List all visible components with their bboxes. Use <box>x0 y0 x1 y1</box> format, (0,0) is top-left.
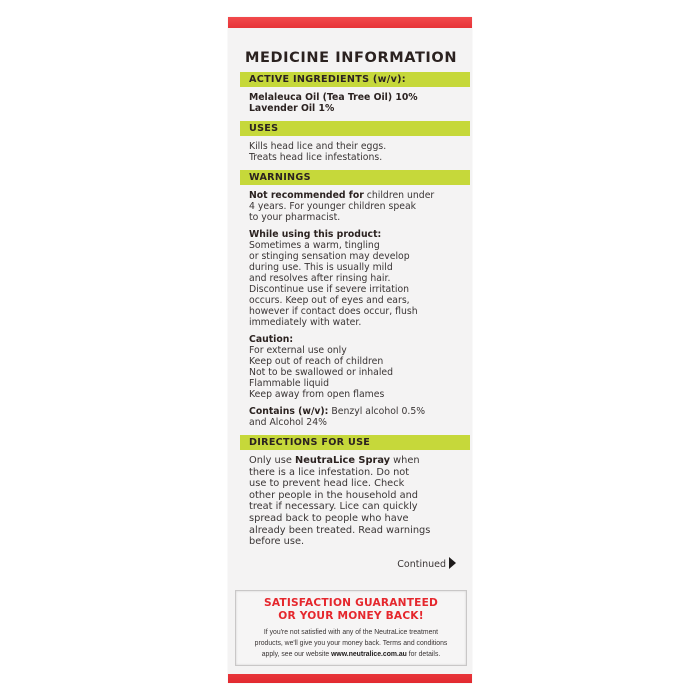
ingredient-line: Melaleuca Oil (Tea Tree Oil) 10% <box>249 92 418 103</box>
directions-text: when <box>390 455 420 466</box>
caution-heading: Caution: <box>249 334 294 345</box>
while-using-line: during use. This is usually mild <box>249 262 393 273</box>
product-name: NeutraLice Spray <box>295 455 391 466</box>
caution-paragraph <box>249 334 470 400</box>
guarantee-text-line: for details. <box>406 649 441 658</box>
directions-line: spread back to people who have <box>249 512 409 524</box>
not-recommended-text: children under <box>363 190 435 201</box>
section-heading-warnings: WARNINGS <box>240 170 470 185</box>
while-using-line: or stinging sensation may develop <box>249 251 410 262</box>
section-heading-uses: USES <box>240 121 470 136</box>
guarantee-heading-line: SATISFACTION GUARANTEED <box>263 597 438 609</box>
not-recommended-text: 4 years. For younger children speak <box>249 201 417 212</box>
directions-line: other people in the household and <box>249 489 419 501</box>
while-using-paragraph <box>249 229 470 328</box>
page-title: MEDICINE INFORMATION <box>245 50 458 66</box>
ingredient-line: Lavender Oil 1% <box>249 103 335 114</box>
website-link[interactable]: www.neutralice.com.au <box>331 649 407 658</box>
uses-line: Kills head lice and their eggs. <box>249 141 387 152</box>
medicine-information-panel <box>240 47 470 570</box>
while-using-heading: While using this product: <box>249 229 382 240</box>
while-using-line: and resolves after rinsing hair. <box>249 273 391 284</box>
directions-line: already been treated. Read warnings <box>249 524 431 536</box>
not-recommended-text: to your pharmacist. <box>249 212 341 223</box>
contains-label: Contains (w/v): <box>249 406 329 417</box>
while-using-line: however if contact does occur, flush <box>249 306 418 317</box>
top-red-band <box>228 17 472 28</box>
contains-paragraph <box>249 406 470 428</box>
bottom-red-band <box>228 674 472 683</box>
while-using-line: Sometimes a warm, tingling <box>249 240 380 251</box>
not-recommended-paragraph <box>249 190 470 223</box>
while-using-line: occurs. Keep out of eyes and ears, <box>249 295 410 306</box>
section-heading-active-ingredients: ACTIVE INGREDIENTS (w/v): <box>240 72 470 87</box>
section-heading-directions: DIRECTIONS FOR USE <box>240 435 470 450</box>
not-recommended-label: Not recommended for <box>249 190 364 201</box>
guarantee-text-line: apply, see our website <box>261 649 332 658</box>
contains-text: and Alcohol 24% <box>249 417 327 428</box>
caution-line: Not to be swallowed or inhaled <box>249 367 394 378</box>
while-using-line: Discontinue use if severe irritation <box>249 284 410 295</box>
guarantee-text-line: products, we'll give you your money back. Terms and conditions <box>254 638 448 647</box>
continued-indicator <box>240 557 470 570</box>
active-ingredients-body <box>240 87 470 118</box>
directions-line: before use. <box>249 536 305 548</box>
continued-label: Continued <box>397 558 446 570</box>
uses-line: Treats head lice infestations. <box>249 152 383 163</box>
directions-line: treat if necessary. Lice can quickly <box>249 501 418 513</box>
directions-line: use to prevent head lice. Check <box>249 478 405 490</box>
caution-line: For external use only <box>249 345 347 356</box>
guarantee-text-line: If you're not satisfied with any of the NeutraLice treatment <box>263 627 439 636</box>
caution-line: Keep away from open flames <box>249 389 385 400</box>
while-using-line: immediately with water. <box>249 317 362 328</box>
warnings-body <box>240 185 470 432</box>
directions-text: Only use <box>249 455 296 466</box>
uses-body <box>240 136 470 167</box>
right-triangle-arrow-icon <box>449 557 456 569</box>
guarantee-heading <box>236 597 466 623</box>
guarantee-heading-line: OR YOUR MONEY BACK! <box>278 610 424 622</box>
directions-body <box>240 450 470 552</box>
directions-line: there is a lice infestation. Do not <box>249 466 410 478</box>
contains-text: Benzyl alcohol 0.5% <box>328 406 426 417</box>
caution-line: Keep out of reach of children <box>249 356 384 367</box>
guarantee-text <box>248 626 455 659</box>
caution-line: Flammable liquid <box>249 378 330 389</box>
money-back-guarantee-box <box>235 590 467 666</box>
medicine-box-side-panel <box>228 17 472 683</box>
